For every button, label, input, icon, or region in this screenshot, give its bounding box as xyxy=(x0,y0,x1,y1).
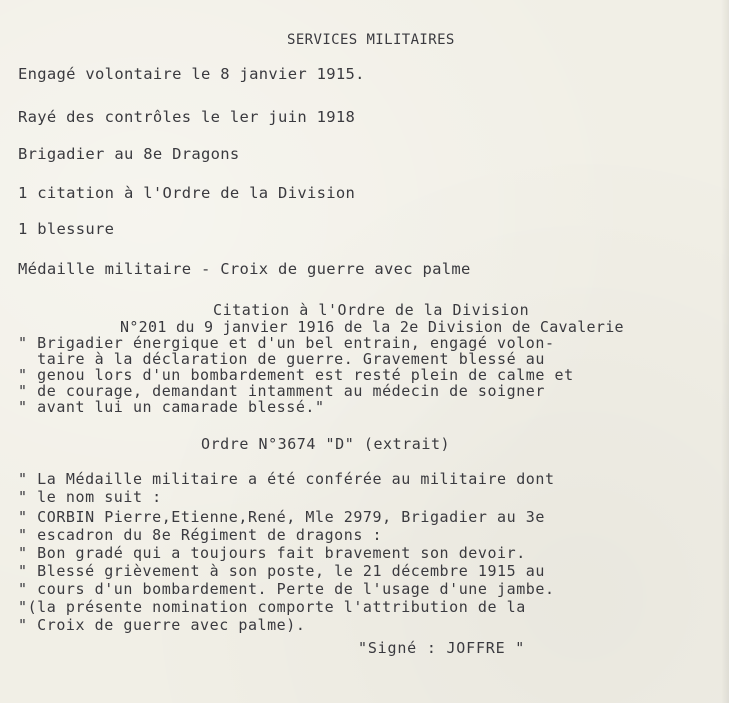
page-title: SERVICES MILITAIRES xyxy=(287,32,455,48)
citation-line: " Brigadier énergique et d'un bel entrain, engagé volon- xyxy=(18,334,555,352)
order-line: " le nom suit : xyxy=(18,488,162,506)
summary-line: Engagé volontaire le 8 janvier 1915. xyxy=(18,65,365,83)
citation-heading: Citation à l'Ordre de la Division xyxy=(213,301,530,319)
summary-line: Brigadier au 8e Dragons xyxy=(18,145,240,163)
citation-line: taire à la déclaration de guerre. Gravement blessé au xyxy=(18,350,545,368)
summary-line: Rayé des contrôles le ler juin 1918 xyxy=(18,108,356,126)
order-line: "(la présente nomination comporte l'attribution de la xyxy=(18,598,526,616)
paper-edge-shadow xyxy=(721,0,729,703)
summary-line: 1 blessure xyxy=(18,220,115,238)
citation-reference: N°201 du 9 janvier 1916 de la 2e Division de Cavalerie xyxy=(120,318,624,336)
citation-line: " genou lors d'un bombardement est resté plein de calme et xyxy=(18,366,574,384)
order-line: " escadron du 8e Régiment de dragons : xyxy=(18,526,383,544)
order-heading: Ordre N°3674 "D" (extrait) xyxy=(201,435,451,453)
order-line: " La Médaille militaire a été conférée au militaire dont xyxy=(18,470,555,488)
citation-line: " de courage, demandant intamment au médecin de soigner xyxy=(18,382,545,400)
order-line: " cours d'un bombardement. Perte de l'usage d'une jambe. xyxy=(18,580,555,598)
order-line: " Croix de guerre avec palme). xyxy=(18,616,306,634)
citation-line: " avant lui un camarade blessé." xyxy=(18,398,325,416)
order-line: " CORBIN Pierre,Etienne,René, Mle 2979, Brigadier au 3e xyxy=(18,508,545,526)
summary-line: Médaille militaire - Croix de guerre avec palme xyxy=(18,260,471,278)
order-line: " Blessé grièvement à son poste, le 21 décembre 1915 au xyxy=(18,562,545,580)
signature: "Signé : JOFFRE " xyxy=(358,639,526,657)
summary-line: 1 citation à l'Ordre de la Division xyxy=(18,184,356,202)
order-line: " Bon gradé qui a toujours fait bravement son devoir. xyxy=(18,544,526,562)
